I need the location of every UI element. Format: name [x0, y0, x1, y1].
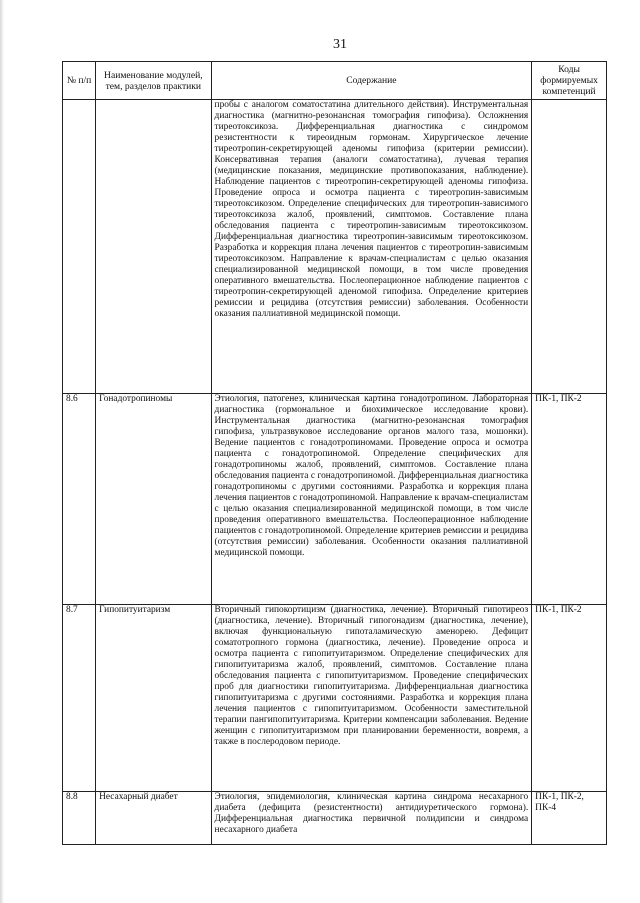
row-num: 8.7 [63, 605, 96, 792]
row-name: Гипопитуитаризм [96, 605, 211, 792]
row-codes: ПК-1, ПК-2, ПК-4 [532, 792, 607, 845]
row-content: Этиология, патогенез, клиническая картина гонадотропином. Лабораторная диагностика (гормональное и биохимическое исследование крови). Инструментальная диагностика (магнитно-резонансная томография гипофиза, ультразвуковое исследование органов малого таза, мошонки). Ведение пациентов с гонадотропиномами. Проведение опроса и осмотра пациента с гонадотропиномой. Определение специфических для гонадотропиномы жалоб, проявлений, симптомов. Составление плана обследования пациента с гонадотропиномой. Дифференциальная диагностика гонадотропиномы с другими состояниями. Разработка и коррекция плана лечения пациентов с гонадотропиномой. Направление к врачам-специалистам с целью оказания специализированной медицинской помощи, в том числе проведения оперативного вмешательства. Послеоперационное наблюдение пациентов с гонадотропиномой. Определение критериев ремиссии и рецидива (отсутствия ремиссии) заболевания. Особенности оказания паллиативной медицинской помощи. [211, 394, 532, 605]
row-name: Несахарный диабет [96, 792, 211, 845]
row-content: Вторичный гипокортицизм (диагностика, лечение). Вторичный гипотиреоз (диагностика, лечение). Вторичный гипогонадизм (диагностика, лечение), включая функциональную гипоталамическую аменорею. Дефицит соматотропного гормона (диагностика, лечение). Проведение опроса и осмотра пациента с гипопитуитаризмом. Определение специфических для гипопитуитаризма жалоб, проявлений, симптомов. Составление плана обследования пациента с гипопитуитаризмом. Проведение специфических проб для диагностики гипопитуитаризма. Дифференциальная диагностика гипопитуитаризма с другими состояниями. Разработка и коррекция плана лечения пациентов с гипопитуитаризмом. Особенности заместительной терапии пангипопитуитаризма. Критерии компенсации заболевания. Ведение женщин с гипопитуитаризмом при планировании беременности, вовремя, а также в послеродовом периоде. [211, 605, 532, 792]
row-name: Гонадотропиномы [96, 394, 211, 605]
row-content: Этиология, эпидемиология, клиническая картина синдрома несахарного диабета (дефицита (резистентности) антидиуретического гормона). Дифференциальная диагностика первичной полидипсии и синдрома несахарного диабета [211, 792, 532, 845]
page-number: 31 [333, 37, 347, 52]
table-row [63, 394, 607, 605]
row-num: 8.6 [63, 394, 96, 605]
header-content: Содержание [211, 62, 532, 100]
row-name [96, 100, 211, 394]
row-num: 8.8 [63, 792, 96, 845]
row-num [63, 100, 96, 394]
header-name: Наименование модулей, тем, разделов практики [96, 62, 211, 100]
scan-edge [0, 0, 4, 903]
table-header-row [63, 62, 607, 100]
table-row [63, 605, 607, 792]
row-codes: ПК-1, ПК-2 [532, 394, 607, 605]
curriculum-table [62, 61, 607, 845]
row-content: пробы с аналогом соматостатина длительного действия). Инструментальная диагностика (магнитно-резонансная томография гипофиза). Осложнения тиреотоксикоза. Дифференциальная диагностика с синдромом резистентности к тиреоидным гормонам. Хирургическое лечение тиреотропин-секретирующей аденомы гипофиза (критерии ремиссии). Консервативная терапия (аналоги соматостатина), лучевая терапия (медицинские показания, медицинские противопоказания, наблюдение). Наблюдение пациентов с тиреотропин-секретирующей аденомы гипофиза. Проведение опроса и осмотра пациента с тиреотропин-зависимым тиреотоксикозом. Определение специфических для тиреотропин-зависимого тиреотоксикоза жалоб, проявлений, симптомов. Составление плана обследования пациента с тиреотропин-зависимым тиреотоксикозом. Дифференциальная диагностика тиреотропин-зависимым тиреотоксикозом. Разработка и коррекция плана лечения пациентов с тиреотропин-зависимым тиреотоксикозом. Направление к врачам-специалистам с целью оказания специализированной медицинской помощи, в том числе проведения оперативного вмешательства. Послеоперационное наблюдение пациентов с тиреотропин-секретирующей аденомой гипофиза. Определение критериев ремиссии и рецидива (отсутствия ремиссии) заболевания. Особенности оказания паллиативной медицинской помощи. [211, 100, 532, 394]
header-codes: Коды формируемых компетенций [532, 62, 607, 100]
table-row [63, 792, 607, 845]
row-codes: ПК-1, ПК-2 [532, 605, 607, 792]
row-codes [532, 100, 607, 394]
table-row [63, 100, 607, 394]
header-num: № п/п [63, 62, 96, 100]
